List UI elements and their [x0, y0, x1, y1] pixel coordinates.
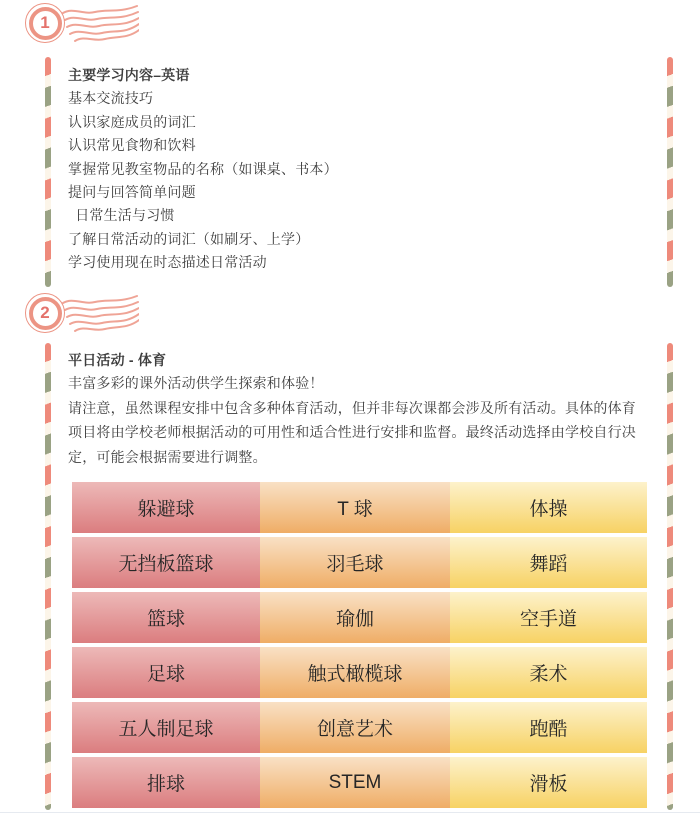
activity-cell: 足球 [72, 647, 260, 698]
postmark-waves-icon [61, 294, 139, 334]
section-1-number: 1 [40, 13, 50, 32]
learning-item: 掌握常见教室物品的名称（如课桌、书本） [68, 160, 338, 177]
activity-cell: 触式橄榄球 [260, 647, 450, 698]
learning-item: 认识家庭成员的词汇 [68, 113, 196, 130]
right-stripe-section-2 [667, 343, 673, 810]
section-2-note: 请注意，虽然课程安排中包含多种体育活动，但并非每次课都会涉及所有活动。具体的体育项目将由学校老师根据活动的可用性和适合性进行安排和监督。最终活动选择由学校自行决定，可能会根据需要进行调整。 [68, 399, 636, 465]
activity-cell: 瑜伽 [260, 592, 450, 643]
activity-cell: 柔术 [450, 647, 647, 698]
section-1-stamp-badge [25, 3, 65, 43]
activity-cell: 篮球 [72, 592, 260, 643]
section-2-stamp-badge [25, 293, 65, 333]
activity-cell: 空手道 [450, 592, 647, 643]
left-stripe-section-2 [45, 343, 51, 810]
activity-cell: 滑板 [450, 757, 647, 808]
learning-item: 认识常见食物和饮料 [68, 137, 196, 154]
activity-cell: 无挡板篮球 [72, 537, 260, 588]
activity-cell: 体操 [450, 482, 647, 533]
learning-item: 了解日常活动的词汇（如刷牙、上学） [68, 230, 310, 247]
postmark-waves-icon [61, 4, 139, 44]
activities-table [72, 482, 647, 808]
right-stripe-section-1 [667, 57, 673, 287]
section-1-title: 主要学习内容–英语 [68, 67, 190, 83]
activity-cell: 舞蹈 [450, 537, 647, 588]
activity-cell: 创意艺术 [260, 702, 450, 753]
learning-item: 提问与回答简单问题 [68, 184, 196, 201]
section-2-intro: 丰富多彩的课外活动供学生探索和体验！ [68, 375, 324, 392]
activity-cell: 五人制足球 [72, 702, 260, 753]
section-1-content [68, 64, 648, 275]
activity-cell: 羽毛球 [260, 537, 450, 588]
section-2-number: 2 [40, 303, 50, 322]
section-2-title: 平日活动 - 体育 [68, 352, 167, 368]
activity-cell: T 球 [260, 482, 450, 533]
section-2-content [68, 349, 648, 469]
learning-item: 日常生活与习惯 [68, 207, 175, 224]
section-1-item-list [68, 87, 648, 274]
activity-cell: 躲避球 [72, 482, 260, 533]
learning-item: 学习使用现在时态描述日常活动 [68, 254, 267, 271]
activity-cell: 跑酷 [450, 702, 647, 753]
learning-item: 基本交流技巧 [68, 90, 154, 107]
bottom-divider [0, 812, 700, 813]
activity-cell: 排球 [72, 757, 260, 808]
activity-cell: STEM [260, 757, 450, 808]
left-stripe-section-1 [45, 57, 51, 287]
